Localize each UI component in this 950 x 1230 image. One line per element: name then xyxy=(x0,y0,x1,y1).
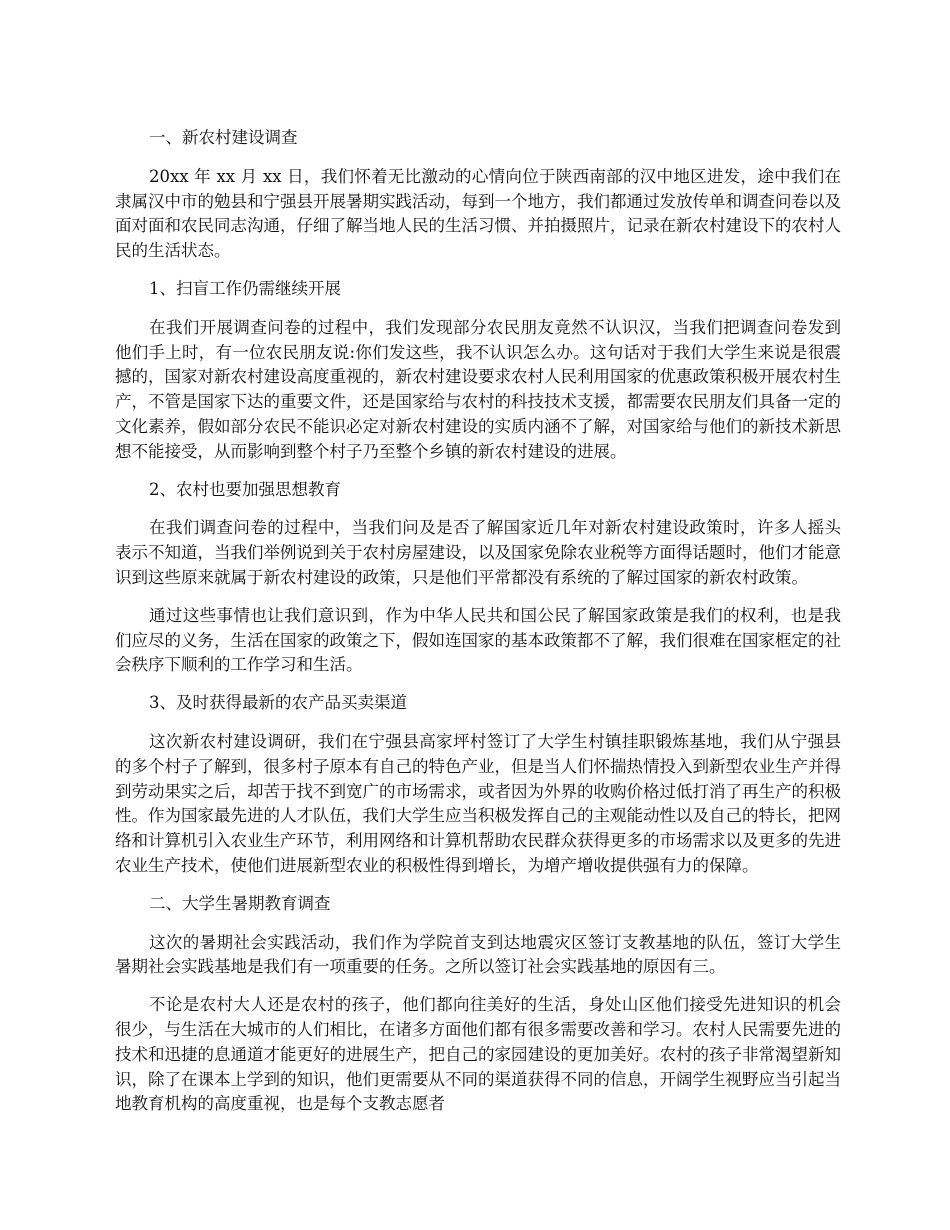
subheading-literacy: 1、扫盲工作仍需继续开展 xyxy=(149,278,341,298)
paragraph-intro: 20xx 年 xx 月 xx 日，我们怀着无比激动的心情向位于陕西南部的汉中地区进发，途中我们在隶属汉中市的勉县和宁强县开展暑期实践活动，每到一个地方，我们都通过发放传单和调查问卷以及面对面和农民同志沟通，仔细了解当地人民的生活习惯、并拍摄照片，记录在新农村建设下的农村人民的生活状态。 xyxy=(115,166,841,261)
paragraph-rural-needs: 不论是农村大人还是农村的孩子，他们都向往美好的生活，身处山区他们接受先进知识的机会很少，与生活在大城市的人们相比，在诸多方面他们都有很多需要改善和学习。农村人民需要先进的技术和迅捷的息通道才能更好的进展生产，把自己的家园建设的更加美好。农村的孩子非常渴望新知识，除了在课本上学到的知识，他们更需要从不同的渠道获得不同的信息，开阔学生视野应当引起当地教育机构的高度重视，也是每个支教志愿者 xyxy=(115,995,841,1114)
subheading-market-channels: 3、及时获得最新的农产品买卖渠道 xyxy=(149,693,407,713)
paragraph-teaching-base: 这次的暑期社会实践活动，我们作为学院首支到达地震灾区签订支教基地的队伍，签订大学生暑期社会实践基地是我们有一项重要的任务。之所以签订社会实践基地的原因有三。 xyxy=(115,932,841,977)
subheading-ideology-education: 2、农村也要加强思想教育 xyxy=(149,479,341,499)
section-heading-summer-education: 二、大学生暑期教育调查 xyxy=(149,893,331,913)
paragraph-citizen-duty: 通过这些事情也让我们意识到，作为中华人民共和国公民了解国家政策是我们的权利，也是我们应尽的义务，生活在国家的政策之下，假如连国家的基本政策都不了解，我们很难在国家框定的社会秩序下顺利的工作学习和生活。 xyxy=(115,605,841,675)
paragraph-literacy: 在我们开展调查问卷的过程中，我们发现部分农民朋友竟然不认识汉，当我们把调查问卷发到他们手上时，有一位农民朋友说:你们发这些，我不认识怎么办。这句话对于我们大学生来说是很震撼的，国家对新农村建设高度重视的，新农村建设要求农村人民利用国家的优惠政策积极开展农村生产，不管是国家下达的重要文件，还是国家给与农村的科技技术支援，都需要农民朋友们具备一定的文化素养，假如部分农民不能识必定对新农村建设的实质内涵不了解，对国家给与他们的新技术新思想不能接受，从而影响到整个村子乃至整个乡镇的新农村建设的进展。 xyxy=(115,317,841,461)
paragraph-policy-awareness: 在我们调查问卷的过程中，当我们问及是否了解国家近几年对新农村建设政策时，许多人摇头表示不知道，当我们举例说到关于农村房屋建设，以及国家免除农业税等方面得话题时，他们才能意识到这些原来就属于新农村建设的政策，只是他们平常都没有系统的了解过国家的新农村政策。 xyxy=(115,518,841,587)
section-heading-new-rural-survey: 一、新农村建设调查 xyxy=(149,128,298,147)
paragraph-market-channels: 这次新农村建设调研，我们在宁强县高家坪村签订了大学生村镇挂职锻炼基地，我们从宁强县的多个村子了解到，很多村子原本有自己的特色产业，但是当人们怀揣热情投入到新型农业生产并得到劳动果实之后，却苦于找不到宽广的市场需求，或者因为外界的收购价格过低打消了再生产的积极性。作为国家最先进的人才队伍，我们大学生应当积极发挥自己的主观能动性以及自己的特长，把网络和计算机引入农业生产环节，利用网络和计算机帮助农民群众获得更多的市场需求以及更多的先进农业生产技术，使他们进展新型农业的积极性得到增长，为增产增收提供强有力的保障。 xyxy=(115,731,841,875)
document-page xyxy=(115,126,841,1130)
